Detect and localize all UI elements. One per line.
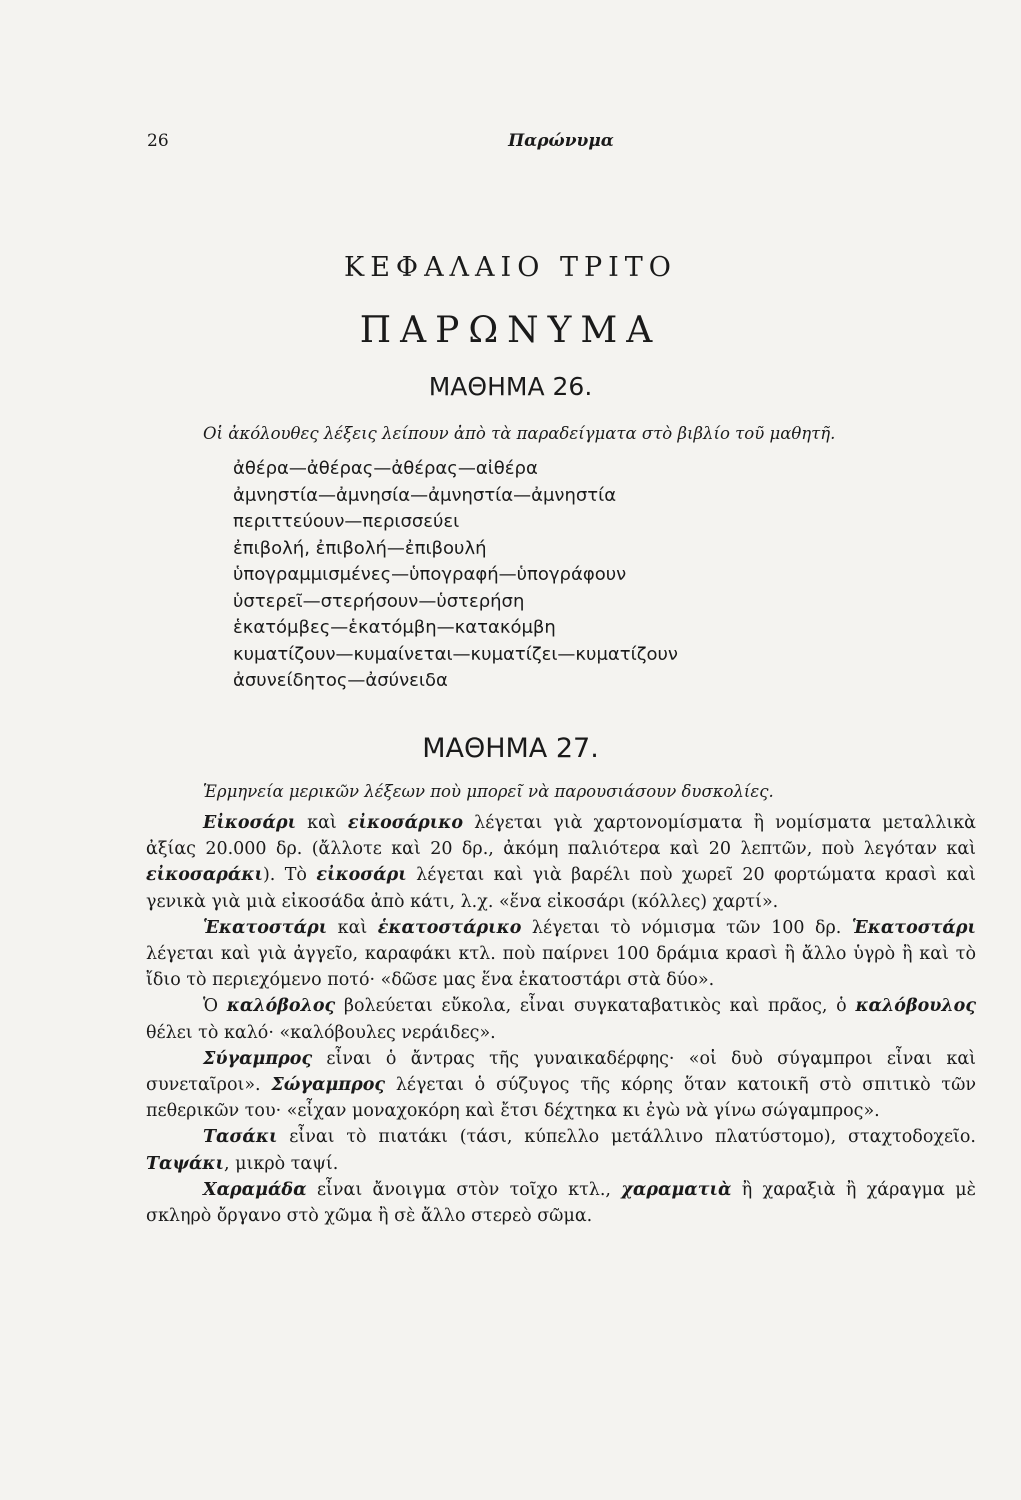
paragraph-text: καὶ xyxy=(327,917,378,938)
defined-term: ἑκατοστάρικο xyxy=(377,917,522,938)
definition-paragraph xyxy=(146,1046,976,1125)
word-list-item: ἀμνηστία—ἀμνησία—ἀμνηστία—ἀμνηστία xyxy=(233,484,617,506)
definition-paragraph xyxy=(146,810,976,915)
definition-paragraph xyxy=(146,915,976,994)
paragraph-text: , μικρὸ ταψί. xyxy=(224,1153,339,1174)
word-list-item: περιττεύουν—περισσεύει xyxy=(233,511,460,532)
paragraph-text: λέγεται γιὰ χαρτονομίσματα ἢ νομίσματα μεταλλικὰ ἀξίας 20.000 δρ. (ἄλλοτε καὶ 20 δρ., ἀκόμη παλιότερα καὶ 20 λεπτῶν, ποὺ λεγόταν καὶ xyxy=(146,813,976,860)
page-number: 26 xyxy=(147,131,169,151)
lesson-27-instruction: Ἑρμηνεία μερικῶν λέξεων ποὺ μπορεῖ νὰ παρουσιάσουν δυσκολίες. xyxy=(203,782,774,801)
running-title: Παρώνυμα xyxy=(508,131,614,151)
word-list-item: ἀθέρα—ἀθέρας—ἀθέρας—αἰθέρα xyxy=(233,458,538,479)
paragraph-text: ἢ χαραξιὰ ἢ χάραγμα μὲ σκληρὸ ὄργανο στὸ χῶμα ἢ σὲ ἄλλο στερεὸ σῶμα. xyxy=(146,1179,976,1227)
paragraph-text: ). Τὸ xyxy=(262,865,317,886)
paragraph-text: εἶναι τὸ πιατάκι (τάσι, κύπελλο μετάλλινο πλατύστομο), σταχτοδοχεῖο. xyxy=(277,1127,976,1148)
paragraph-text: καὶ xyxy=(296,813,348,833)
defined-term: Εἰκοσάρι xyxy=(203,813,297,833)
paragraph-text: εἶναι ὁ ἄντρας τῆς γυναικαδέρφης· «οἱ δυὸ σύγαμπροι εἶναι καὶ συνεταῖροι». xyxy=(146,1048,976,1096)
definition-paragraph xyxy=(146,1124,976,1176)
defined-term: χαραματιὰ xyxy=(621,1179,732,1200)
page-header xyxy=(147,131,975,159)
defined-term: Ἑκατοστάρι xyxy=(203,917,328,938)
lesson-26-instruction: Οἱ ἀκόλουθες λέξεις λείπουν ἀπὸ τὰ παραδείγματα στὸ βιβλίο τοῦ μαθητῆ. xyxy=(203,424,836,443)
defined-term: Σώγαμπρος xyxy=(271,1075,386,1096)
paragraph-text: λέγεται τὸ νόμισμα τῶν 100 δρ. xyxy=(521,917,852,938)
word-list-item: ὑστερεῖ—στερήσουν—ὑστερήση xyxy=(233,590,525,612)
defined-term: εἰκοσαράκι xyxy=(146,865,263,886)
defined-term: εἰκοσάρι xyxy=(316,865,407,886)
word-list-item: κυματίζουν—κυμαίνεται—κυματίζει—κυματίζουν xyxy=(233,643,678,665)
defined-term: Ἑκατοστάρι xyxy=(851,917,976,938)
defined-term: εἰκοσάρικο xyxy=(347,813,464,833)
chapter-title: ΚΕΦΑΛΑΙΟ ΤΡΙΤΟ xyxy=(344,252,677,283)
paragraph-text: θέλει τὸ καλό· «καλόβουλες νεράιδες». xyxy=(146,1022,496,1043)
word-list-item: ἐπιβολή, ἐπιβολή—ἐπιβουλή xyxy=(233,537,487,559)
defined-term: Χαραμάδα xyxy=(203,1179,307,1200)
paragraph-text: λέγεται καὶ γιὰ βαρέλι ποὺ χωρεῖ 20 φορτώματα κρασὶ καὶ γενικὰ γιὰ μιὰ εἰκοσάδα ἀπὸ κάτι, λ.χ. «ἕνα εἰκοσάρι (κόλλες) χαρτί». xyxy=(146,865,976,912)
paragraph-text: λέγεται ὁ σύζυγος τῆς κόρης ὅταν κατοικῆ στὸ σπιτικὸ τῶν πεθερικῶν του· «εἶχαν μοναχοκόρη καὶ ἔτσι δέχτηκα κι ἐγὼ νὰ γίνω σώγαμπρος». xyxy=(146,1075,976,1122)
defined-term: καλόβολος xyxy=(226,996,336,1017)
lesson-26-heading: ΜΑΘΗΜΑ 26. xyxy=(428,372,593,401)
word-list xyxy=(233,456,678,695)
lesson-27-body xyxy=(146,810,976,1229)
lesson-27-heading: ΜΑΘΗΜΑ 27. xyxy=(422,733,599,764)
word-list-item: ἑκατόμβες—ἑκατόμβη—κατακόμβη xyxy=(233,617,556,638)
paragraph-text: Ὁ xyxy=(203,996,227,1017)
section-title: ΠΑΡΩΝΥΜΑ xyxy=(359,310,662,351)
definition-paragraph xyxy=(146,1177,976,1229)
defined-term: Ταψάκι xyxy=(146,1153,225,1174)
paragraph-text: βολεύεται εὔκολα, εἶναι συγκαταβατικὸς καὶ πρᾶος, ὁ xyxy=(335,996,856,1017)
paragraph-text: λέγεται καὶ γιὰ ἀγγεῖο, καραφάκι κτλ. ποὺ παίρνει 100 δράμια κρασὶ ἢ ἄλλο ὑγρὸ ἢ καὶ τὸ ἴδιο τὸ περιεχόμενο ποτό· «δῶσε μας ἕνα ἑκατοστάρι στὰ δύο». xyxy=(146,944,976,991)
definition-paragraph xyxy=(146,993,976,1045)
word-list-item: ὑπογραμμισμένες—ὑπογραφή—ὑπογράφουν xyxy=(233,564,627,585)
defined-term: Σύγαμπρος xyxy=(203,1048,313,1069)
defined-term: καλόβουλος xyxy=(855,996,976,1017)
paragraph-text: εἶναι ἄνοιγμα στὸν τοῖχο κτλ., xyxy=(306,1179,622,1200)
word-list-item: ἀσυνείδητος—ἀσύνειδα xyxy=(233,670,448,691)
defined-term: Τασάκι xyxy=(203,1127,278,1148)
